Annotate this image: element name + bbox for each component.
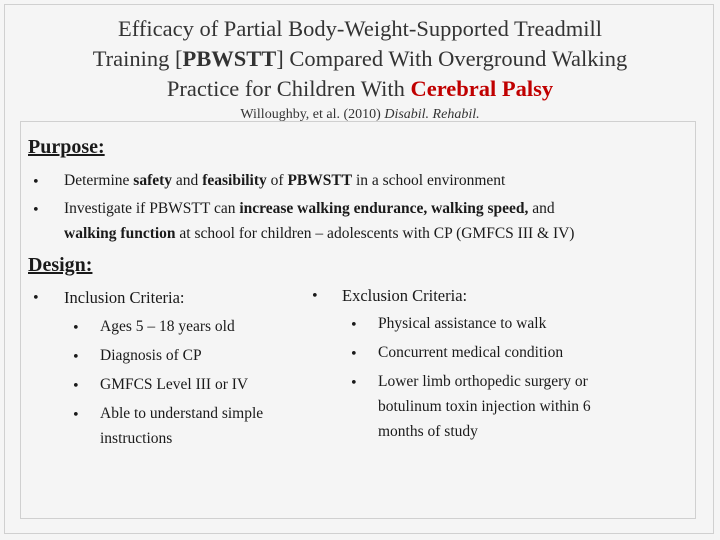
bullet-icon: • bbox=[32, 203, 40, 218]
inclusion-item: Ages 5 – 18 years old bbox=[100, 318, 235, 335]
bullet-icon: • bbox=[72, 379, 80, 394]
slide-title bbox=[20, 14, 700, 104]
title-line-1: Efficacy of Partial Body-Weight-Supported Treadmill bbox=[118, 16, 602, 41]
bullet-icon: • bbox=[311, 289, 319, 304]
exclusion-label: Exclusion Criteria: bbox=[342, 286, 468, 305]
title-acronym: PBWSTT bbox=[182, 46, 277, 71]
purpose-heading: Purpose: bbox=[28, 136, 105, 158]
exclusion-item-continued: botulinum toxin injection within 6 bbox=[378, 398, 591, 415]
bullet-icon: • bbox=[350, 376, 358, 391]
inclusion-item-continued: instructions bbox=[100, 430, 173, 447]
bullet-icon: • bbox=[72, 350, 80, 365]
title-highlight: Cerebral Palsy bbox=[410, 76, 554, 101]
design-heading: Design: bbox=[28, 254, 93, 276]
bullet-icon: • bbox=[350, 347, 358, 362]
exclusion-item-continued: months of study bbox=[378, 423, 478, 440]
purpose-item-2: Investigate if PBWSTT can increase walking endurance, walking speed, and walking function at school for children – adolescents with CP (GMFCS III & IV) bbox=[64, 200, 575, 242]
bullet-icon: • bbox=[32, 291, 40, 306]
purpose-item-1: Determine safety and feasibility of PBWSTT in a school environment bbox=[64, 172, 506, 189]
bullet-icon: • bbox=[72, 321, 80, 336]
exclusion-item: Lower limb orthopedic surgery or bbox=[378, 373, 588, 390]
inclusion-label: Inclusion Criteria: bbox=[64, 288, 185, 307]
citation-journal: Disabil. Rehabil. bbox=[384, 107, 480, 122]
inclusion-item: GMFCS Level III or IV bbox=[100, 376, 249, 393]
citation-authors: Willoughby, et al. (2010) bbox=[240, 107, 385, 122]
inclusion-item: Diagnosis of CP bbox=[100, 347, 202, 364]
bullet-icon: • bbox=[72, 408, 80, 423]
bullet-icon: • bbox=[350, 318, 358, 333]
title-line-3: Practice for Children With Cerebral Palsy bbox=[166, 76, 554, 101]
bullet-icon: • bbox=[32, 175, 40, 190]
inclusion-item: Able to understand simple bbox=[100, 405, 264, 422]
title-line-2: Training [PBWSTT] Compared With Overground Walking bbox=[92, 46, 628, 71]
exclusion-item: Physical assistance to walk bbox=[378, 315, 547, 332]
exclusion-item: Concurrent medical condition bbox=[378, 344, 564, 361]
citation bbox=[0, 107, 720, 123]
